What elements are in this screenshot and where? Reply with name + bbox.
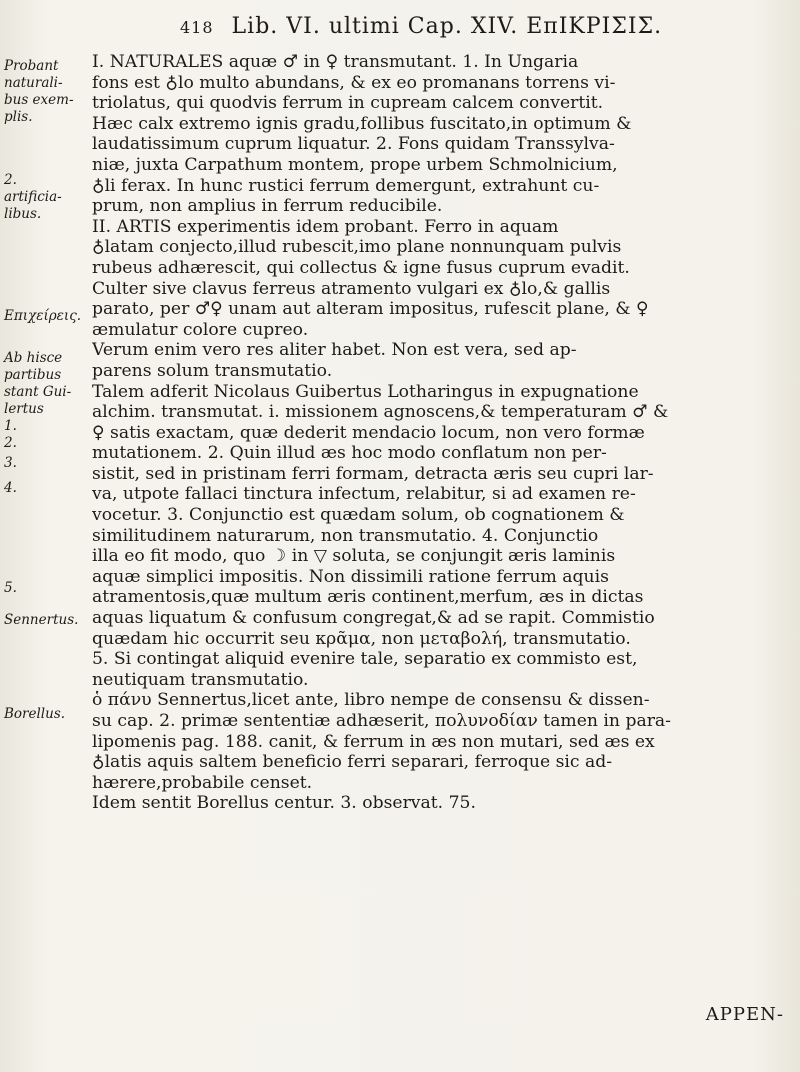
text-line: Talem adferit Nicolaus Guibertus Lotharingus in expugnatione [92,381,639,402]
margin-note-line: 4. [4,480,17,496]
margin-note [4,172,84,223]
text-line: su cap. 2. primæ sententiæ adhæserit, πολυνοδίαν tamen in para- [92,711,671,731]
margin-note-line: Ab hisce [4,350,63,366]
margin-note-line: partibus [4,367,62,383]
page-number: 418 [180,18,214,37]
margin-note-line: 2. [4,172,17,188]
margin-note [4,612,84,629]
text-line: prum, non amplius in ferrum reducibile. [92,196,443,217]
margin-note-line: 3. [4,455,17,471]
text-line: Culter sive clavus ferreus atramento vulgari ex ♁lo,& gallis [92,278,611,299]
main-text [92,52,794,814]
margin-note-line: plis. [4,109,33,125]
text-line: Idem sentit Borellus centur. 3. observat. 75. [92,793,476,814]
text-line: 5. Si contingat aliquid evenire tale, separatio ex commisto est, [92,649,638,670]
margin-note-line: 1. [4,418,17,434]
text-line: aquæ simplici impositis. Non dissimili ratione ferrum aquis [92,566,609,587]
text-line: illa eo fit modo, quo ☽ in ▽ soluta, se conjungit æris laminis [92,546,616,567]
margin-note-line: Sennertus. [4,612,79,628]
margin-note-line: bus exem- [4,92,74,108]
margin-note [4,350,84,452]
margin-note-line: Borellus. [4,706,66,722]
text-line: laudatissimum cuprum liquatur. 2. Fons quidam Transsylva- [92,134,615,155]
text-line: va, utpote fallaci tinctura infectum, relabitur, si ad examen re- [92,484,636,505]
text-line: sistit, sed in pristinam ferri formam, detracta æris seu cupri lar- [92,463,654,484]
margin-note-line: stant Gui- [4,384,72,400]
text-line: aquas liquatum & confusum congregat,& ad se rapit. Commistio [92,608,655,629]
text-line: quædam hic occurrit seu κρᾶμα, non μεταβολή, transmutatio. [92,628,631,649]
running-header [180,14,700,48]
text-line: alchim. transmutat. i. missionem agnoscens,& temperaturam ♂ & [92,402,669,423]
text-line: neutiquam transmutatio. [92,669,309,690]
margin-note-line: Probant [4,58,59,74]
running-title: Lib. VI. ultimi Cap. XIV. EπIKPIΣIΣ. [231,14,663,39]
text-line: æmulatur colore cupreo. [92,319,309,340]
margin-note [4,480,84,497]
margin-note [4,706,84,723]
margin-note [4,58,84,126]
margin-note-line: 2. [4,435,17,451]
text-line: Verum enim vero res aliter habet. Non est vera, sed ap- [92,340,577,361]
text-line: ♁latis aquis saltem beneficio ferri separari, ferroque sic ad- [92,752,613,773]
margin-note [4,455,84,472]
margin-note-line: libus. [4,206,42,222]
text-line: parens solum transmutatio. [92,360,333,381]
catchword: APPEN- [705,1004,784,1025]
margin-note-line: artificia- [4,189,62,205]
text-line: fons est ♁lo multo abundans, & ex eo promanans torrens vi- [92,72,616,93]
margin-note [4,308,84,325]
text-line: Hæc calx extremo ignis gradu,follibus fuscitato,in optimum & [92,113,632,134]
text-line: I. NATURALES aquæ ♂ in ♀ transmutant. 1. In Ungaria [92,52,579,72]
text-line: ♀ satis exactam, quæ dederit mendacio locum, non vero formæ [92,422,645,443]
margin-note [4,580,84,597]
margin-note-line: naturali- [4,75,63,91]
margin-note-line: lertus [4,401,44,417]
text-line: parato, per ♂♀ unam aut alteram impositus, rufescit plane, & ♀ [92,299,649,320]
margin-note-line: Επιχείρεις. [4,308,82,324]
text-line: rubeus adhærescit, qui collectus & igne fusus cuprum evadit. [92,257,630,278]
text-line: similitudinem naturarum, non transmutatio. 4. Conjunctio [92,525,599,546]
text-line: ♁latam conjecto,illud rubescit,imo plane nonnunquam pulvis [92,237,622,258]
text-line: II. ARTIS experimentis idem probant. Ferro in aquam [92,216,559,237]
text-line: mutationem. 2. Quin illud æs hoc modo conflatum non per- [92,443,607,464]
text-line: atramentosis,quæ multum æris continent,merfum, æs in dictas [92,587,644,608]
text-line: triolatus, qui quodvis ferrum in cupream calcem convertit. [92,93,604,114]
text-line: niæ, juxta Carpathum montem, prope urbem Schmolnicium, [92,154,618,175]
text-line: lipomenis pag. 188. canit, & ferrum in æs non mutari, sed æs ex [92,731,655,752]
text-line: hærere,probabile censet. [92,772,313,793]
text-line: ♁li ferax. In hunc rustici ferrum demergunt, extrahunt cu- [92,175,600,196]
text-line: ὁ πάνυ Sennertus,licet ante, libro nempe de consensu & dissen- [92,690,650,711]
margin-note-line: 5. [4,580,17,596]
text-line: vocetur. 3. Conjunctio est quædam solum, ob cognationem & [92,505,625,526]
